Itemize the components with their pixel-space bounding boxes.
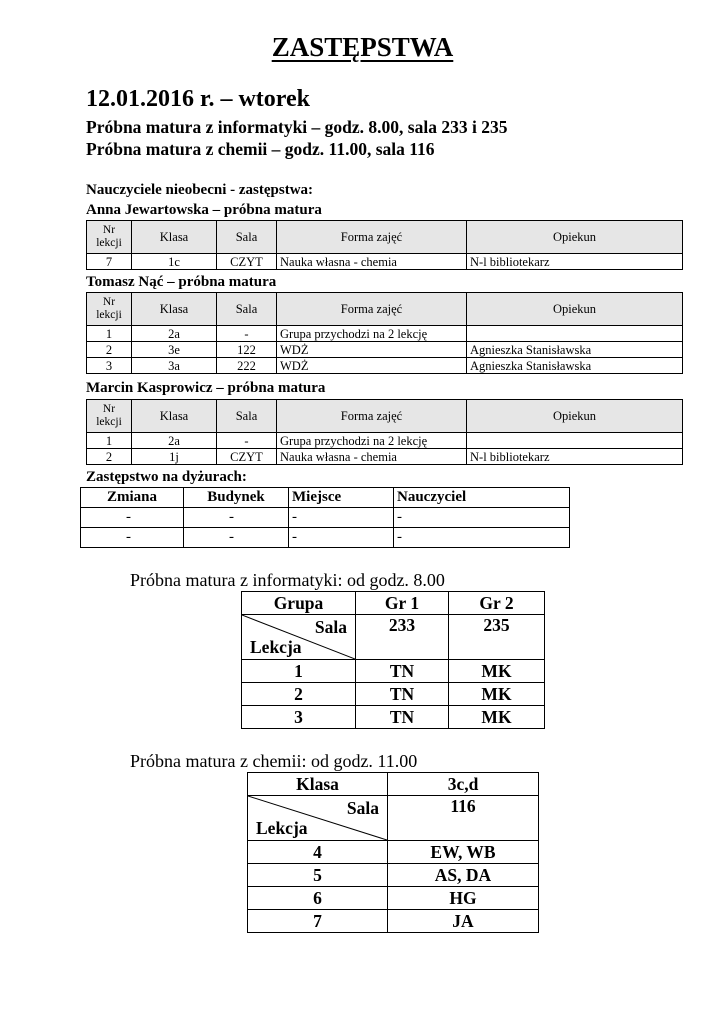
sala-lekcja-cell: Sala Lekcja xyxy=(248,796,388,841)
table-header-row xyxy=(242,592,545,615)
table-row: - - - - xyxy=(81,508,570,528)
date-line: 12.01.2016 r. – wtorek xyxy=(86,86,310,112)
teacher-name-1: Anna Jewartowska – próbna matura xyxy=(86,202,322,218)
table-row: 7 JA xyxy=(248,910,539,933)
col-sala: Sala xyxy=(217,293,277,326)
table-header-row xyxy=(87,221,683,254)
col-opiekun: Opiekun xyxy=(467,293,683,326)
table-row: 5 AS, DA xyxy=(248,864,539,887)
table-row: - - - - xyxy=(81,528,570,548)
col-gr1: Gr 1 xyxy=(356,592,449,615)
duty-table xyxy=(80,487,570,548)
col-grupa: Grupa xyxy=(242,592,356,615)
teacher-table-1 xyxy=(86,220,683,270)
informatics-caption: Próbna matura z informatyki: od godz. 8.00 xyxy=(130,570,445,590)
col-klasa: Klasa xyxy=(248,773,388,796)
table-row: 7 1c CZYT Nauka własna - chemia N-l bibliotekarz xyxy=(87,254,683,270)
col-nr-lekcji: Nr lekcji xyxy=(87,400,132,433)
col-forma: Forma zajęć xyxy=(277,293,467,326)
teacher-table-3 xyxy=(86,399,683,465)
table-row: 2 3e 122 WDŻ Agnieszka Stanisławska xyxy=(87,342,683,358)
table-row: 1 2a - Grupa przychodzi na 2 lekcję xyxy=(87,326,683,342)
table-row: Sala Lekcja 116 xyxy=(248,796,539,841)
table-row: 3 TN MK xyxy=(242,706,545,729)
col-gr2: Gr 2 xyxy=(449,592,545,615)
info-line-informatics: Próbna matura z informatyki – godz. 8.00, sala 233 i 235 xyxy=(86,117,508,137)
col-forma: Forma zajęć xyxy=(277,221,467,254)
table-header-row xyxy=(81,488,570,508)
duty-header: Zastępstwo na dyżurach: xyxy=(86,469,247,485)
sala-lekcja-cell: Sala Lekcja xyxy=(242,615,356,660)
table-header-row xyxy=(248,773,539,796)
table-row: 2 TN MK xyxy=(242,683,545,706)
table-row: 4 EW, WB xyxy=(248,841,539,864)
table-row: 6 HG xyxy=(248,887,539,910)
teacher-name-3: Marcin Kasprowicz – próbna matura xyxy=(86,380,326,396)
col-nr-lekcji: Nr lekcji xyxy=(87,293,132,326)
chemistry-caption: Próbna matura z chemii: od godz. 11.00 xyxy=(130,751,418,771)
col-opiekun: Opiekun xyxy=(467,221,683,254)
info-line-chemistry: Próbna matura z chemii – godz. 11.00, sala 116 xyxy=(86,139,435,159)
col-zmiana: Zmiana xyxy=(81,488,184,508)
table-header-row xyxy=(87,400,683,433)
teacher-table-2 xyxy=(86,292,683,374)
table-row: 2 1j CZYT Nauka własna - chemia N-l bibliotekarz xyxy=(87,449,683,465)
table-row: Sala Lekcja 233 235 xyxy=(242,615,545,660)
table-row: 1 2a - Grupa przychodzi na 2 lekcję xyxy=(87,433,683,449)
page-title: ZASTĘPSTWA xyxy=(271,32,454,62)
col-klasa: Klasa xyxy=(132,221,217,254)
col-opiekun: Opiekun xyxy=(467,400,683,433)
col-klasa: Klasa xyxy=(132,400,217,433)
col-sala: Sala xyxy=(217,400,277,433)
table-row: 3 3a 222 WDŻ Agnieszka Stanisławska xyxy=(87,358,683,374)
absent-teachers-header: Nauczyciele nieobecni - zastępstwa: xyxy=(86,182,314,198)
table-header-row xyxy=(87,293,683,326)
col-class-value: 3c,d xyxy=(388,773,539,796)
col-forma: Forma zajęć xyxy=(277,400,467,433)
col-miejsce: Miejsce xyxy=(289,488,394,508)
chemistry-table xyxy=(247,772,539,933)
col-nauczyciel: Nauczyciel xyxy=(394,488,570,508)
col-nr-lekcji: Nr lekcji xyxy=(87,221,132,254)
teacher-name-2: Tomasz Nąć – próbna matura xyxy=(86,274,277,290)
informatics-table xyxy=(241,591,545,729)
col-klasa: Klasa xyxy=(132,293,217,326)
col-sala: Sala xyxy=(217,221,277,254)
table-row: 1 TN MK xyxy=(242,660,545,683)
col-budynek: Budynek xyxy=(184,488,289,508)
